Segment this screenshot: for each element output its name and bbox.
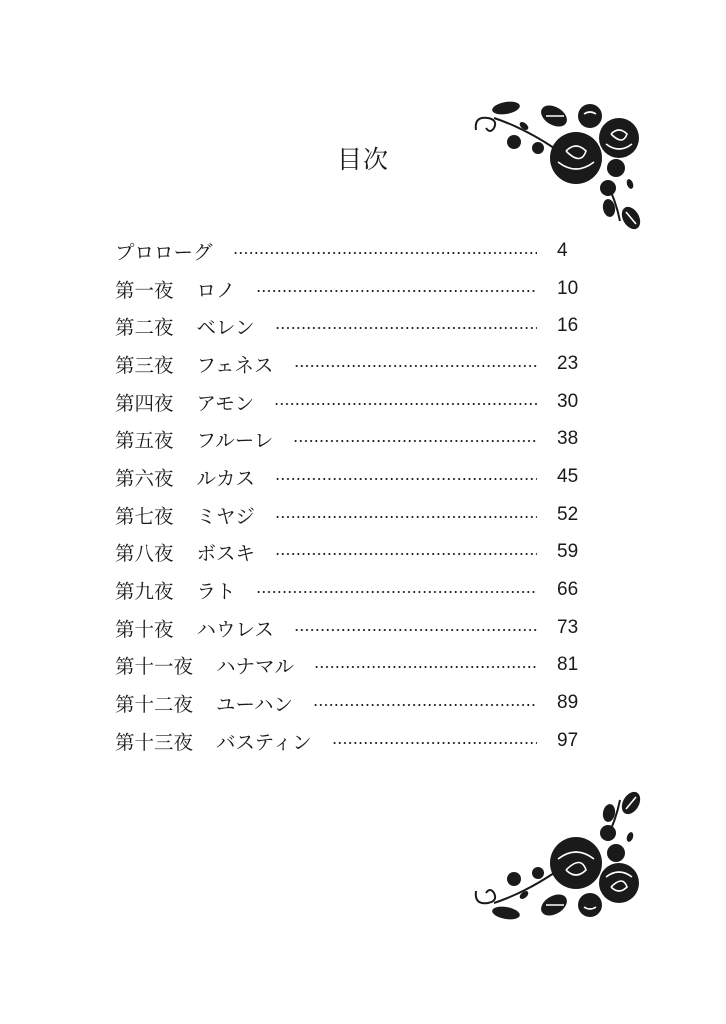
chapter-label: 第六夜	[115, 466, 174, 490]
dot-leader	[313, 704, 537, 706]
dot-leader	[275, 327, 537, 329]
toc-entry	[115, 420, 585, 458]
dot-leader	[294, 629, 537, 631]
rose-ornament-bottom-icon	[466, 790, 646, 925]
toc-entry	[115, 609, 585, 647]
page-number: 4	[557, 239, 568, 261]
toc-entry	[115, 345, 585, 383]
page-number: 89	[557, 692, 579, 714]
toc-entry	[115, 496, 585, 534]
page-number: 73	[557, 616, 579, 638]
toc-entry	[115, 647, 585, 685]
chapter-label: 第八夜	[115, 542, 174, 566]
chapter-label: 第九夜	[115, 580, 174, 604]
toc-entry	[115, 307, 585, 345]
toc-entry	[115, 684, 585, 722]
dot-leader	[275, 478, 537, 480]
toc-entry	[115, 270, 585, 308]
chapter-label: 第一夜	[115, 278, 174, 302]
page-title: 目次	[336, 145, 389, 174]
toc-entry	[115, 458, 585, 496]
chapter-label: 第五夜	[115, 429, 174, 453]
dot-leader	[294, 365, 537, 367]
chapter-label: 第十三夜	[115, 730, 194, 754]
chapter-name: フェネス	[196, 353, 274, 377]
dot-leader	[275, 553, 537, 555]
chapter-name: ロノ	[196, 278, 236, 302]
chapter-name: ハナマル	[216, 655, 295, 679]
page-number: 38	[557, 428, 579, 450]
page-number: 81	[557, 654, 579, 676]
dot-leader	[275, 516, 537, 518]
table-of-contents	[115, 232, 585, 760]
chapter-label: 第十夜	[115, 617, 174, 641]
chapter-label: 第七夜	[115, 504, 174, 528]
chapter-label: 第三夜	[115, 353, 174, 377]
chapter-name: アモン	[196, 391, 255, 415]
chapter-name: ルカス	[196, 466, 256, 490]
chapter-name: フルーレ	[196, 429, 274, 453]
dot-leader	[274, 403, 537, 405]
dot-leader	[256, 591, 537, 593]
page-number: 66	[557, 579, 579, 601]
chapter-label: 第二夜	[115, 316, 174, 340]
page-number: 97	[557, 729, 579, 751]
page-number: 23	[557, 352, 579, 374]
dot-leader	[293, 440, 537, 442]
chapter-name: ボスキ	[196, 542, 256, 566]
page-number: 45	[557, 465, 579, 487]
page-number: 30	[557, 390, 579, 412]
chapter-name: バスティン	[216, 730, 312, 754]
toc-entry	[115, 232, 585, 270]
dot-leader	[332, 742, 537, 744]
chapter-name: ラト	[196, 580, 236, 604]
page-number: 59	[557, 541, 579, 563]
page-number: 10	[557, 277, 579, 299]
toc-entry	[115, 571, 585, 609]
dot-leader	[256, 290, 537, 292]
dot-leader	[233, 252, 537, 254]
chapter-label: 第四夜	[115, 391, 174, 415]
toc-entry	[115, 534, 585, 572]
toc-entry	[115, 383, 585, 421]
chapter-label: プロローグ	[115, 240, 213, 264]
dot-leader	[314, 666, 537, 668]
chapter-name: ベレン	[196, 316, 255, 340]
chapter-label: 第十二夜	[115, 693, 194, 717]
chapter-name: ユーハン	[216, 693, 294, 717]
page-number: 52	[557, 503, 579, 525]
chapter-label: 第十一夜	[115, 655, 194, 679]
toc-entry	[115, 722, 585, 760]
chapter-name: ミヤジ	[196, 504, 255, 528]
page-number: 16	[557, 315, 579, 337]
chapter-name: ハウレス	[196, 617, 274, 641]
